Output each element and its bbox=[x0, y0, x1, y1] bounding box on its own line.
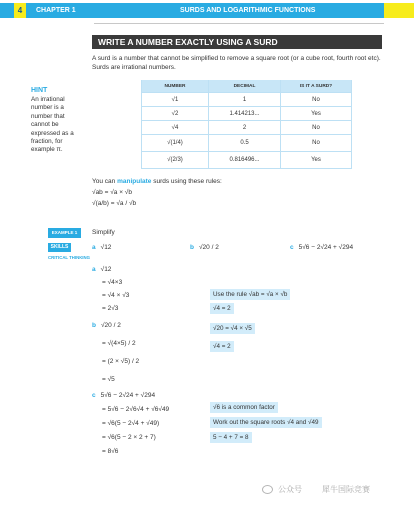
question-a bbox=[92, 244, 111, 251]
table-header: IS IT A SURD? bbox=[281, 80, 352, 93]
chapter-title: SURDS AND LOGARITHMIC FUNCTIONS bbox=[180, 7, 316, 14]
question-label: a bbox=[92, 244, 96, 251]
table-cell: √(1/4) bbox=[142, 135, 209, 152]
divider bbox=[94, 23, 384, 24]
chapter-label: CHAPTER 1 bbox=[36, 7, 76, 14]
table-cell: 1 bbox=[209, 93, 281, 107]
table-cell: 0.5 bbox=[209, 135, 281, 152]
table-cell: 2 bbox=[209, 121, 281, 135]
question-label: c bbox=[290, 244, 294, 251]
solution-line: = √4×3 bbox=[102, 279, 123, 286]
rule-product: √ab = √a × √b bbox=[92, 189, 132, 196]
note-callout: Use the rule √ab = √a × √b bbox=[210, 289, 290, 300]
table-cell: 1.414213... bbox=[209, 107, 281, 121]
solution-line: = √6(5 − 2 × 2 + 7) bbox=[102, 434, 156, 441]
table-cell: 0.816496... bbox=[209, 152, 281, 169]
table-cell: √(2/3) bbox=[142, 152, 209, 169]
solution-line: = √(4×5) / 2 bbox=[102, 340, 136, 347]
question-c bbox=[290, 244, 353, 251]
skills-badge: SKILLS bbox=[48, 243, 71, 252]
solution-label: c bbox=[92, 392, 96, 399]
table-cell: Yes bbox=[281, 152, 352, 169]
note-callout: √6 is a common factor bbox=[210, 402, 278, 413]
solution-c bbox=[92, 392, 155, 399]
table-cell: No bbox=[281, 121, 352, 135]
wechat-icon bbox=[262, 485, 273, 494]
table-header-row bbox=[142, 80, 352, 93]
solution-line: = √4 × √3 bbox=[102, 292, 130, 299]
header-accent bbox=[384, 3, 414, 18]
table-header: DECIMAL bbox=[209, 80, 281, 93]
example-instruction: Simplify bbox=[92, 229, 115, 236]
table-cell: Yes bbox=[281, 107, 352, 121]
note-callout: √4 = 2 bbox=[210, 303, 234, 314]
table-cell: No bbox=[281, 93, 352, 107]
table-cell: √2 bbox=[142, 107, 209, 121]
example-tab: EXAMPLE 1 bbox=[48, 228, 81, 238]
question-text: 5√6 − 2√24 + √294 bbox=[298, 244, 354, 251]
table-cell: √1 bbox=[142, 93, 209, 107]
solution-line: √20 / 2 bbox=[100, 322, 121, 329]
note-callout: √4 = 2 bbox=[210, 341, 234, 352]
watermark-left: 公众号 bbox=[278, 485, 302, 494]
section-title: WRITE A NUMBER EXACTLY USING A SURD bbox=[92, 35, 382, 49]
solution-line: = 8√6 bbox=[102, 448, 119, 455]
solution-line: = √6(5 − 2√4 + √49) bbox=[102, 420, 160, 427]
solution-line: = 5√6 − 2√6√4 + √6√49 bbox=[102, 406, 170, 413]
solution-line: = (2 × √5) / 2 bbox=[102, 358, 140, 365]
rules-intro bbox=[92, 178, 222, 185]
table-row bbox=[142, 93, 352, 107]
solution-line: = √5 bbox=[102, 376, 115, 383]
solution-a bbox=[92, 266, 111, 273]
solution-label: b bbox=[92, 322, 96, 329]
table-cell: No bbox=[281, 135, 352, 152]
note-callout: √20 = √4 × √5 bbox=[210, 323, 255, 334]
table-row bbox=[142, 135, 352, 152]
rules-keyword: manipulate bbox=[117, 178, 152, 185]
rules-intro-before: You can bbox=[92, 178, 116, 185]
section-intro: A surd is a number that cannot be simplified to remove a square root (or a cube root, fourth root etc). Surds are irrational numbers. bbox=[92, 55, 381, 71]
question-b bbox=[190, 244, 219, 251]
table-row bbox=[142, 152, 352, 169]
hint-heading: HINT bbox=[31, 87, 48, 94]
table-cell: √4 bbox=[142, 121, 209, 135]
skills-subtitle: CRITICAL THINKING bbox=[48, 255, 90, 260]
solution-line: 5√6 − 2√24 + √294 bbox=[100, 392, 156, 399]
rule-quotient: √(a/b) = √a / √b bbox=[92, 200, 137, 207]
rules-intro-after: surds using these rules: bbox=[153, 178, 222, 185]
page-number: 4 bbox=[14, 3, 26, 18]
table-row bbox=[142, 121, 352, 135]
note-callout: 5 − 4 + 7 = 8 bbox=[210, 432, 252, 443]
solution-label: a bbox=[92, 266, 96, 273]
surd-table bbox=[141, 80, 352, 169]
solution-line: √12 bbox=[100, 266, 112, 273]
table-row bbox=[142, 107, 352, 121]
solution-b bbox=[92, 322, 121, 329]
question-text: √12 bbox=[100, 244, 112, 251]
question-text: √20 / 2 bbox=[198, 244, 219, 251]
watermark-right: 犀牛国际竞赛 bbox=[322, 485, 370, 494]
solution-line: = 2√3 bbox=[102, 305, 119, 312]
table-header: NUMBER bbox=[142, 80, 209, 93]
note-callout: Work out the square roots √4 and √49 bbox=[210, 417, 322, 428]
question-label: b bbox=[190, 244, 194, 251]
hint-text: An irrational number is a number that cannot be expressed as a fraction, for example π. bbox=[31, 96, 74, 154]
